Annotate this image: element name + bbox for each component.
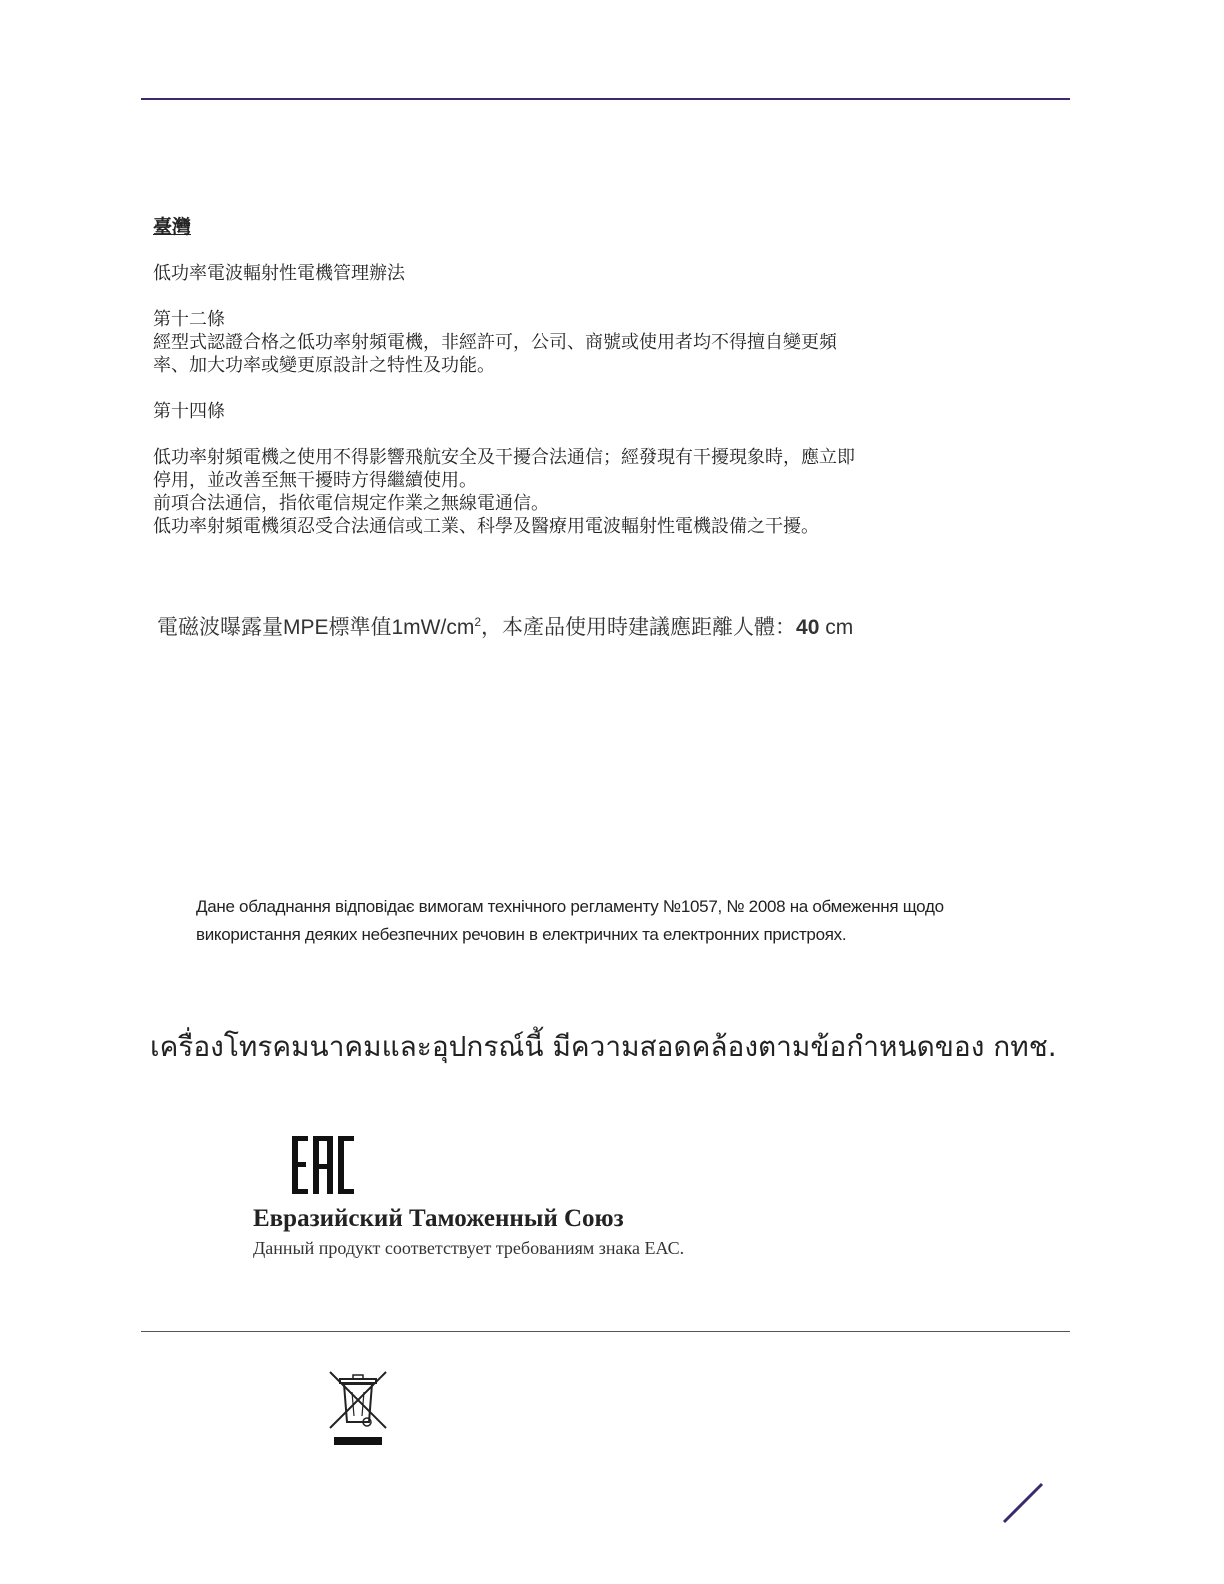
bottom-divider bbox=[141, 1331, 1070, 1332]
ukraine-line-1: Дане обладнання відповідає вимогам технічного регламенту №1057, № 2008 на обмеження щодо bbox=[196, 897, 944, 916]
article-14-line-4: 低功率射頻電機須忍受合法通信或工業、科學及醫療用電波輻射性電機設備之干擾。 bbox=[153, 516, 819, 537]
mpe-distance: 40 bbox=[796, 616, 820, 639]
eac-logo-icon bbox=[288, 1130, 358, 1200]
mpe-statement bbox=[157, 611, 853, 641]
eac-description: Данный продукт соответствует требованиям знака ЕАС. bbox=[253, 1238, 685, 1258]
thailand-statement: เครื่องโทรคมนาคมและอุปกรณ์นี้ มีความสอดคล้องตามข้อกำหนดของ กทช. bbox=[150, 1030, 1057, 1063]
brand-slash-mark bbox=[1000, 1482, 1046, 1524]
mpe-unit: cm bbox=[825, 616, 854, 639]
taiwan-heading: 臺灣 bbox=[153, 216, 192, 238]
article-12-heading: 第十二條 bbox=[153, 309, 225, 330]
weee-bin-icon bbox=[326, 1370, 390, 1448]
mpe-superscript: 2 bbox=[474, 615, 482, 629]
eac-title: Евразийский Таможенный Союз bbox=[253, 1205, 624, 1232]
taiwan-law-title: 低功率電波輻射性電機管理辦法 bbox=[153, 263, 405, 284]
article-12-line-1: 經型式認證合格之低功率射頻電機，非經許可，公司、商號或使用者均不得擅自變更頻 bbox=[153, 332, 837, 353]
article-14-heading: 第十四條 bbox=[153, 401, 225, 422]
ukraine-line-2: використання деяких небезпечних речовин в електричних та електронних пристроях. bbox=[196, 925, 847, 944]
article-14-line-3: 前項合法通信，指依電信規定作業之無線電通信。 bbox=[153, 493, 549, 514]
mpe-middle: ，本產品使用時建議應距離人體： bbox=[481, 616, 797, 639]
article-14-line-1: 低功率射頻電機之使用不得影響飛航安全及干擾合法通信；經發現有干擾現象時，應立即 bbox=[153, 447, 855, 468]
article-14-line-2: 停用，並改善至無干擾時方得繼續使用。 bbox=[153, 470, 477, 491]
top-divider bbox=[141, 98, 1070, 100]
article-12-line-2: 率、加大功率或變更原設計之特性及功能。 bbox=[153, 355, 495, 376]
mpe-prefix: 電磁波曝露量MPE標準值1mW/cm bbox=[157, 616, 475, 639]
